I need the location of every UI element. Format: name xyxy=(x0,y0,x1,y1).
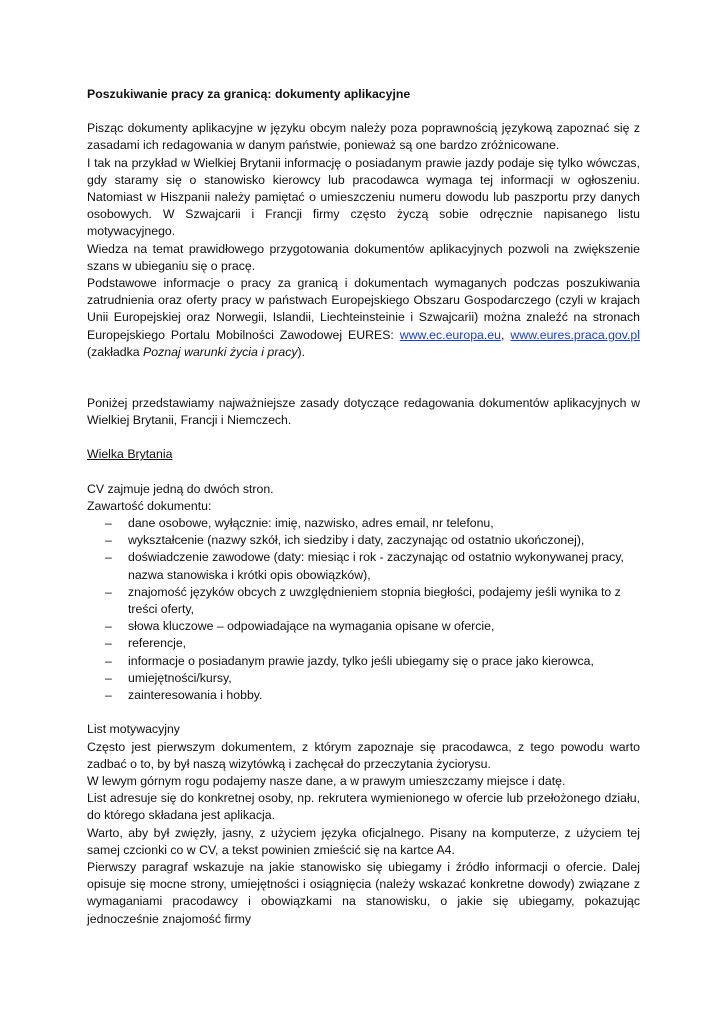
list-item: – zainteresowania i hobby. xyxy=(128,687,640,704)
eures-paragraph xyxy=(87,275,640,361)
tab-name-italic: Poznaj warunki życia i pracy xyxy=(143,344,298,359)
link-eures-praca[interactable]: www.eures.praca.gov.pl xyxy=(510,327,640,342)
document-page xyxy=(87,86,640,928)
letter-paragraph-4: Warto, aby był zwięzły, jasny, z użyciem języka oficjalnego. Pisany na komputerze, z użyciem tej samej czcionki co w CV, a tekst powinien zmieścić się na kartce A4. xyxy=(87,825,640,857)
intro-paragraph-3: Wiedza na temat prawidłowego przygotowania dokumentów aplikacyjnych pozwoli na zwiększenie szans w ubieganiu się o pracę. xyxy=(87,241,640,273)
list-item: – dane osobowe, wyłącznie: imię, nazwisko, adres email, nr telefonu, xyxy=(128,515,640,532)
letter-paragraph-5: Pierwszy paragraf wskazuje na jakie stanowisko się ubiegamy i źródło informacji o ofercie. Dalej opisuje się mocne strony, umiejętności i osiągnięcia (należy wskazać konkretne dowody) związane z wymaganiami pracodawcy i obowiązkami na stanowisku, o jakie się ubiegamy, pokazując jednocześnie znajomość firmy xyxy=(87,859,640,926)
intro-paragraph-1: Pisząc dokumenty aplikacyjne w języku obcym należy poza poprawnością językową zapoznać się z zasadami ich redagowania w danym państwie, ponieważ są one bardzo zróżnicowane. xyxy=(87,121,640,153)
list-item: – słowa kluczowe – odpowiadające na wymagania opisane w ofercie, xyxy=(128,618,640,635)
cv-contents-label: Zawartość dokumentu: xyxy=(87,498,212,513)
intro-paragraph-2: I tak na przykład w Wielkiej Brytanii informację o posiadanym prawie jazdy podaje się tylko wówczas, gdy staramy się o stanowisko kierowcy lub pracodawca wymaga tej informacji w ogłoszeniu. Natomiast w Hiszpanii należy pamiętać o umieszczeniu numeru dowodu lub paszportu przy danych osobowych. W Szwajcarii i Francji firmy często życzą sobie odręcznie napisanego listu motywacyjnego. xyxy=(87,155,640,239)
list-item: – wykształcenie (nazwy szkół, ich siedziby i daty, zaczynając od ostatnio ukończonej), xyxy=(128,532,640,549)
paragraph-end: ). xyxy=(297,344,306,359)
cv-length-line: CV zajmuje jedną do dwóch stron. xyxy=(87,481,274,496)
list-item: – referencje, xyxy=(128,635,640,652)
letter-paragraph-3: List adresuje się do konkretnej osoby, np. rekrutera wymienionego w ofercie lub przełożonego działu, do którego składana jest aplikacja. xyxy=(87,791,640,823)
section-heading-uk: Wielka Brytania xyxy=(87,447,173,462)
eures-text: Podstawowe informacje o pracy za granicą i dokumentach wymaganych podczas poszukiwania zatrudnienia oraz oferty pracy w państwach Europejskiego Obszaru Gospodarczego (czyli w krajach Unii Europejskiej oraz Norwegii, Islandii, Liechteinsteinie i Szwajcarii) można znaleźć na stronach Europejskiego Portalu Mobilności Zawodowej EURES: xyxy=(87,276,640,342)
document-title: Poszukiwanie pracy za granicą: dokumenty aplikacyjne xyxy=(87,87,411,101)
cv-contents-list xyxy=(87,515,640,704)
letter-paragraph-1: Często jest pierwszym dokumentem, z którym zapoznaje się pracodawca, z tego powodu warto zadbać o to, by był naszą wizytówką i zachęcał do przeczytania życiorysu. xyxy=(87,739,640,771)
list-item: – doświadczenie zawodowe (daty: miesiąc i rok - zaczynając od ostatnio wykonywanej pracy, nazwa stanowiska i krótki opis obowiązków), xyxy=(128,549,640,583)
link-ec-europa[interactable]: www.ec.europa.eu xyxy=(399,327,501,342)
summary-paragraph: Poniżej przedstawiamy najważniejsze zasady dotyczące redagowania dokumentów aplikacyjnych w Wielkiej Brytanii, Francji i Niemczech. xyxy=(87,396,640,428)
link-separator: , xyxy=(500,327,511,342)
letter-paragraph-2: W lewym górnym rogu podajemy nasze dane, a w prawym umieszczamy miejsce i datę. xyxy=(87,773,566,788)
tab-reference-text: (zakładka xyxy=(87,344,144,359)
list-item: – umiejętności/kursy, xyxy=(128,670,640,687)
letter-heading: List motywacyjny xyxy=(87,722,180,737)
list-item: – informacje o posiadanym prawie jazdy, tylko jeśli ubiegamy się o prace jako kierowca, xyxy=(128,653,640,670)
list-item: – znajomość języków obcych z uwzględnieniem stopnia biegłości, podajemy jeśli wynika to z treści oferty, xyxy=(128,584,640,618)
